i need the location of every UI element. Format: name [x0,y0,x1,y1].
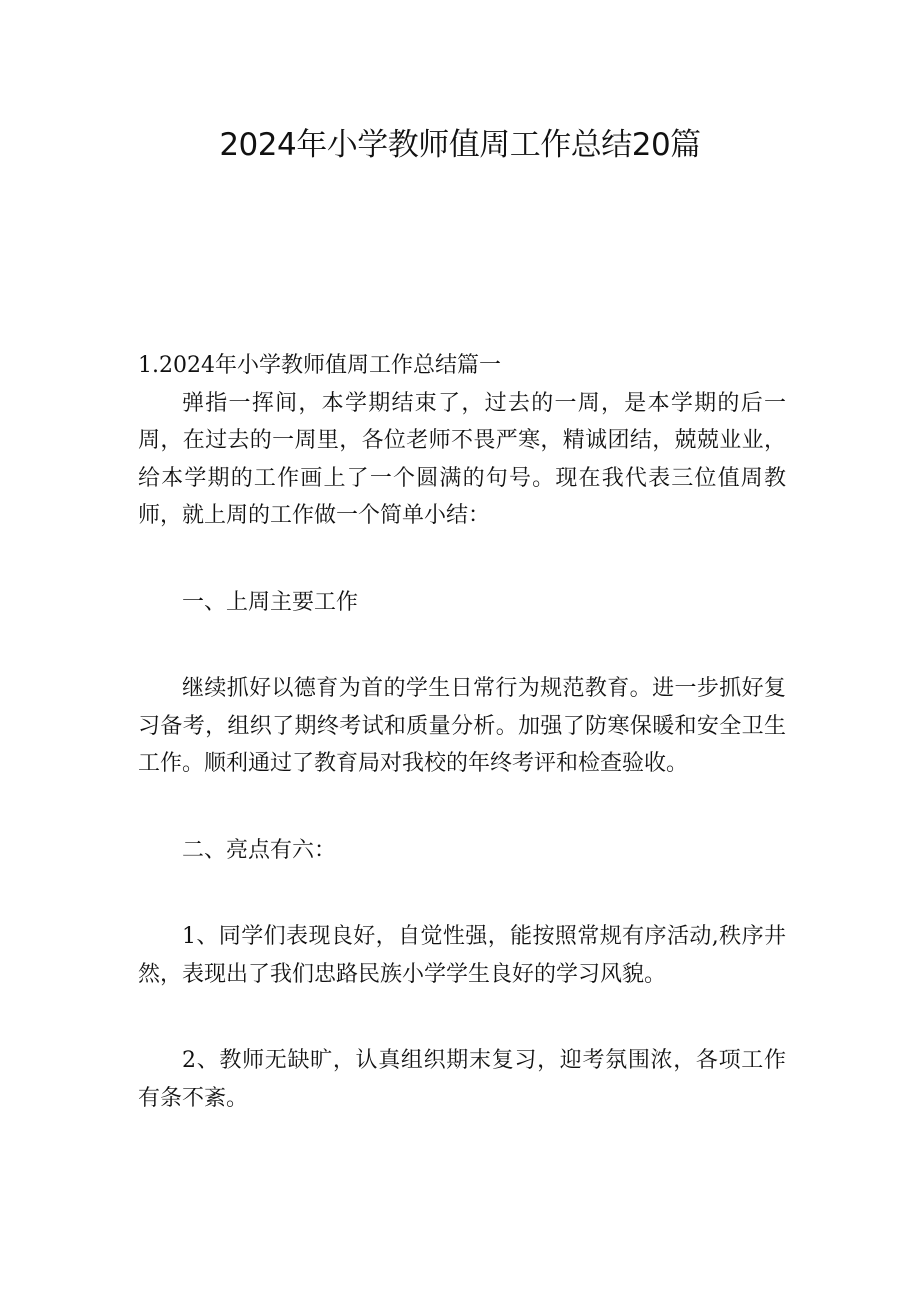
document-title: 2024年小学教师值周工作总结20篇 [219,127,701,163]
paragraph-intro: 弹指一挥间，本学期结束了，过去的一周，是本学期的后一周，在过去的一周里，各位老师不畏严寒，精诚团结，兢兢业业，给本学期的工作画上了一个圆满的句号。现在我代表三位值周教师，就上周的工作做一个简单小结： [138,390,786,528]
paragraph-highlight-1: 1、同学们表现良好，自觉性强，能按照常规有序活动,秩序井然，表现出了我们忠路民族小学学生良好的学习风貌。 [138,924,786,987]
subheading-highlights: 二、亮点有六： [182,837,337,863]
paragraph-highlight-2: 2、教师无缺旷，认真组织期末复习，迎考氛围浓，各项工作有条不紊。 [138,1048,786,1111]
paragraph-main-work: 继续抓好以德育为首的学生日常行为规范教育。进一步抓好复习备考，组织了期终考试和质量分析。加强了防寒保暖和安全卫生工作。顺利通过了教育局对我校的年终考评和检查验收。 [138,676,786,776]
subheading-main-work: 一、上周主要工作 [182,589,359,615]
document-body [138,347,786,1117]
section-heading: 1.2024年小学教师值周工作总结篇一 [138,353,501,378]
